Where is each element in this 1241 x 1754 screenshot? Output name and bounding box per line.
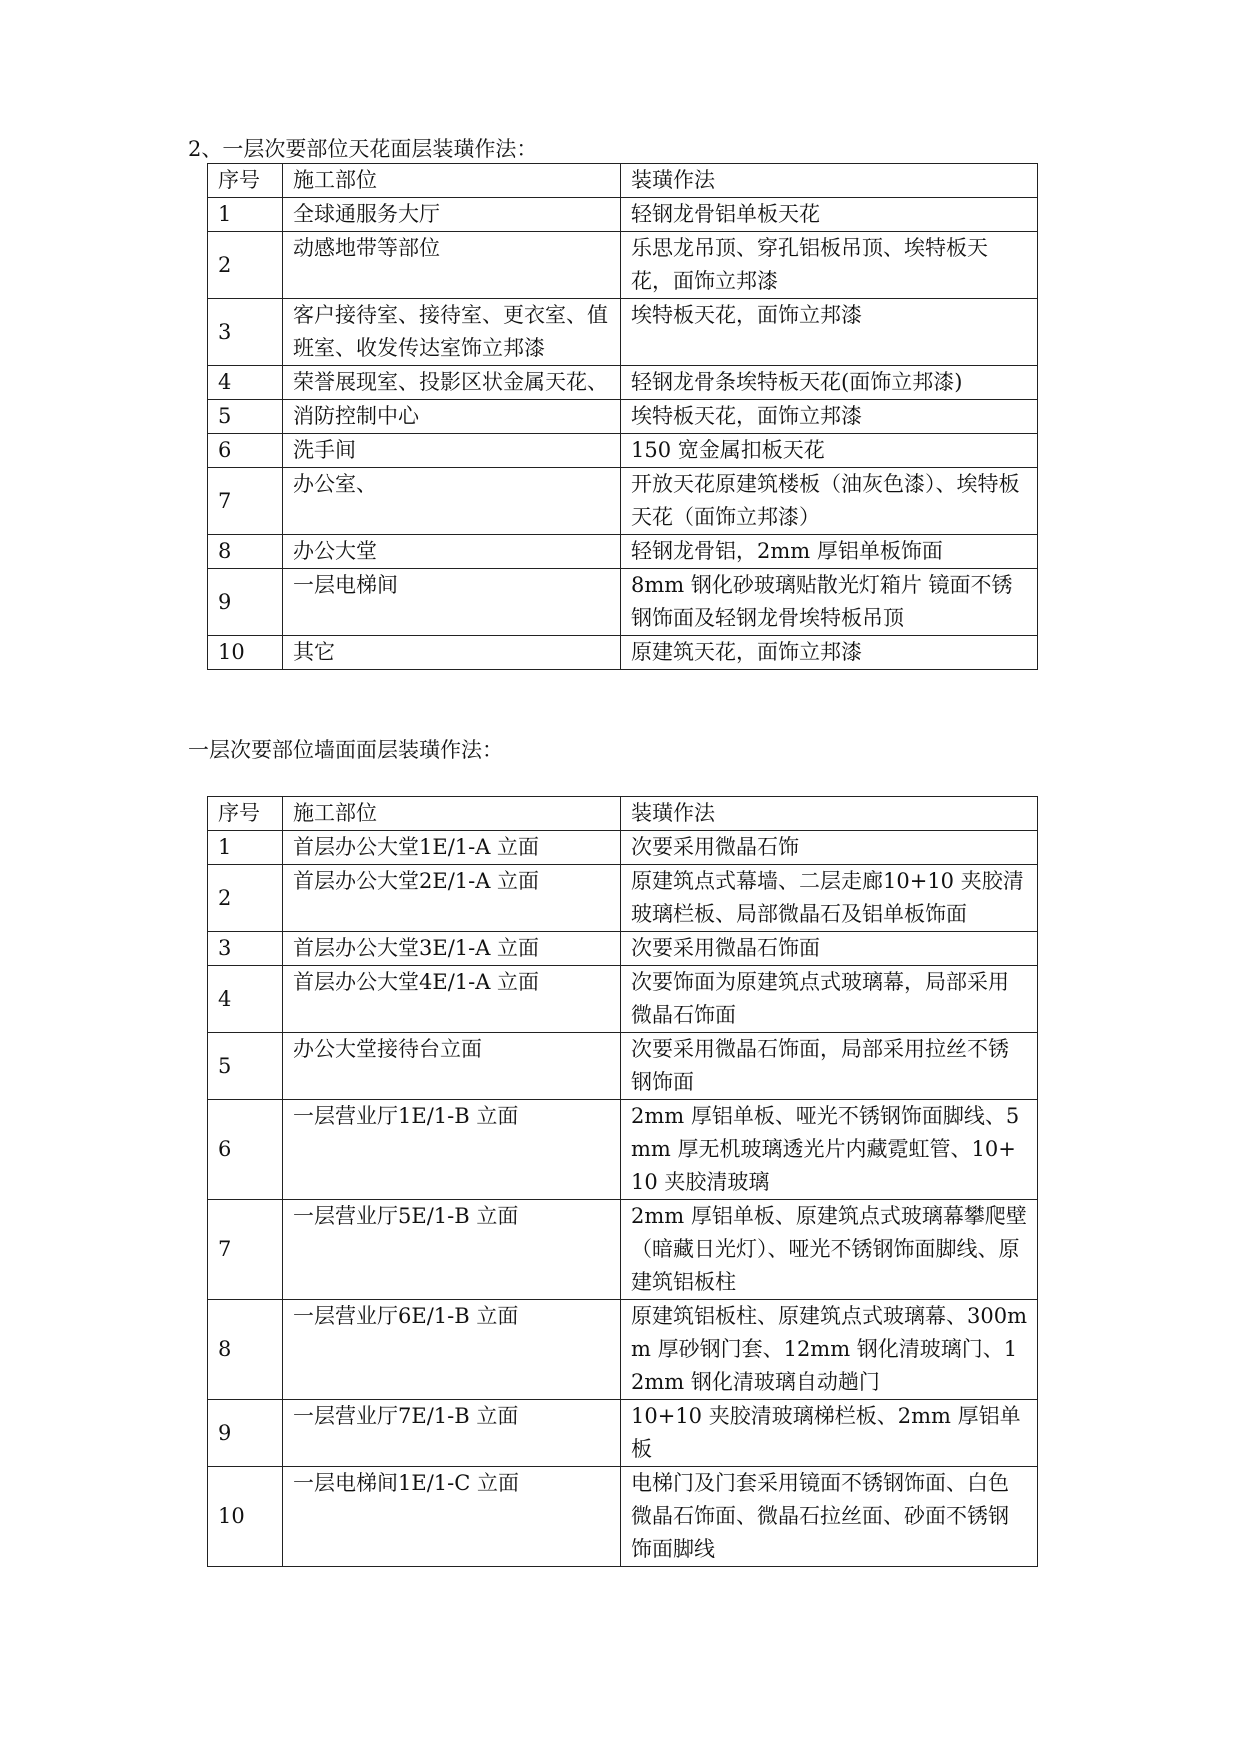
cell-method: 原建筑点式幕墙、二层走廊10+10 夹胶清玻璃栏板、局部微晶石及铝单板饰面 <box>621 865 1038 932</box>
cell-no: 3 <box>208 299 283 366</box>
cell-location: 洗手间 <box>283 434 621 468</box>
cell-location: 荣誉展现室、投影区状金属天花、 <box>283 366 621 400</box>
section-heading-wall: 一层次要部位墙面面层装璜作法： <box>188 738 503 762</box>
table-row <box>208 932 1038 966</box>
cell-method: 原建筑铝板柱、原建筑点式玻璃幕、300mm 厚砂钢门套、12mm 钢化清玻璃门、12mm 钢化清玻璃自动趟门 <box>621 1300 1038 1400</box>
table-row <box>208 1033 1038 1100</box>
cell-location: 一层营业厅5E/1-B 立面 <box>283 1200 621 1300</box>
cell-no: 7 <box>208 1200 283 1300</box>
table-row <box>208 1100 1038 1200</box>
cell-method: 埃特板天花，面饰立邦漆 <box>621 299 1038 366</box>
cell-method: 次要饰面为原建筑点式玻璃幕，局部采用微晶石饰面 <box>621 966 1038 1033</box>
cell-method: 次要采用微晶石饰面 <box>621 932 1038 966</box>
cell-location: 办公大堂接待台立面 <box>283 1033 621 1100</box>
cell-no: 4 <box>208 366 283 400</box>
cell-no: 8 <box>208 535 283 569</box>
cell-location: 全球通服务大厅 <box>283 198 621 232</box>
cell-no: 2 <box>208 865 283 932</box>
cell-method: 轻钢龙骨铝单板天花 <box>621 198 1038 232</box>
cell-no: 2 <box>208 232 283 299</box>
cell-location: 一层营业厅6E/1-B 立面 <box>283 1300 621 1400</box>
cell-location: 首层办公大堂2E/1-A 立面 <box>283 865 621 932</box>
header-location: 施工部位 <box>283 164 621 198</box>
cell-location: 办公大堂 <box>283 535 621 569</box>
cell-no: 9 <box>208 569 283 636</box>
header-no: 序号 <box>208 164 283 198</box>
table-row <box>208 400 1038 434</box>
cell-no: 6 <box>208 1100 283 1200</box>
cell-method: 埃特板天花，面饰立邦漆 <box>621 400 1038 434</box>
table-row <box>208 636 1038 670</box>
table-row <box>208 1400 1038 1467</box>
table-row <box>208 865 1038 932</box>
wall-finish-table <box>207 796 1038 1567</box>
table-row <box>208 1300 1038 1400</box>
cell-method: 8mm 钢化砂玻璃贴散光灯箱片 镜面不锈钢饰面及轻钢龙骨埃特板吊顶 <box>621 569 1038 636</box>
cell-method: 原建筑天花，面饰立邦漆 <box>621 636 1038 670</box>
cell-method: 轻钢龙骨铝，2mm 厚铝单板饰面 <box>621 535 1038 569</box>
header-method: 装璜作法 <box>621 797 1038 831</box>
cell-method: 2mm 厚铝单板、哑光不锈钢饰面脚线、5mm 厚无机玻璃透光片内藏霓虹管、10+10 夹胶清玻璃 <box>621 1100 1038 1200</box>
table-header-row <box>208 164 1038 198</box>
cell-no: 5 <box>208 1033 283 1100</box>
cell-no: 6 <box>208 434 283 468</box>
table-row <box>208 1467 1038 1567</box>
header-no: 序号 <box>208 797 283 831</box>
header-location: 施工部位 <box>283 797 621 831</box>
cell-no: 7 <box>208 468 283 535</box>
table-row <box>208 966 1038 1033</box>
cell-no: 8 <box>208 1300 283 1400</box>
table-row <box>208 434 1038 468</box>
table-row <box>208 366 1038 400</box>
table-header-row <box>208 797 1038 831</box>
cell-method: 2mm 厚铝单板、原建筑点式玻璃幕攀爬壁（暗藏日光灯）、哑光不锈钢饰面脚线、原建筑铝板柱 <box>621 1200 1038 1300</box>
cell-location: 首层办公大堂3E/1-A 立面 <box>283 932 621 966</box>
cell-no: 9 <box>208 1400 283 1467</box>
table-row <box>208 299 1038 366</box>
section-heading-ceiling: 2、一层次要部位天花面层装璜作法： <box>188 137 538 161</box>
cell-method: 轻钢龙骨条埃特板天花(面饰立邦漆) <box>621 366 1038 400</box>
cell-location: 一层电梯间 <box>283 569 621 636</box>
cell-method: 10+10 夹胶清玻璃梯栏板、2mm 厚铝单板 <box>621 1400 1038 1467</box>
table-row <box>208 468 1038 535</box>
cell-no: 3 <box>208 932 283 966</box>
cell-no: 4 <box>208 966 283 1033</box>
cell-method: 开放天花原建筑楼板（油灰色漆）、埃特板天花（面饰立邦漆） <box>621 468 1038 535</box>
cell-location: 其它 <box>283 636 621 670</box>
header-method: 装璜作法 <box>621 164 1038 198</box>
cell-method: 乐思龙吊顶、穿孔铝板吊顶、埃特板天花，面饰立邦漆 <box>621 232 1038 299</box>
cell-no: 10 <box>208 1467 283 1567</box>
cell-location: 动感地带等部位 <box>283 232 621 299</box>
cell-no: 1 <box>208 831 283 865</box>
table-row <box>208 232 1038 299</box>
cell-location: 一层电梯间1E/1-C 立面 <box>283 1467 621 1567</box>
cell-method: 150 宽金属扣板天花 <box>621 434 1038 468</box>
cell-no: 5 <box>208 400 283 434</box>
table-row <box>208 831 1038 865</box>
cell-no: 10 <box>208 636 283 670</box>
cell-method: 次要采用微晶石饰面，局部采用拉丝不锈钢饰面 <box>621 1033 1038 1100</box>
table-row <box>208 535 1038 569</box>
table-row <box>208 198 1038 232</box>
cell-location: 一层营业厅7E/1-B 立面 <box>283 1400 621 1467</box>
cell-location: 首层办公大堂1E/1-A 立面 <box>283 831 621 865</box>
ceiling-finish-table <box>207 163 1038 670</box>
cell-location: 办公室、 <box>283 468 621 535</box>
table-row <box>208 1200 1038 1300</box>
cell-location: 消防控制中心 <box>283 400 621 434</box>
cell-location: 客户接待室、接待室、更衣室、值班室、收发传达室饰立邦漆 <box>283 299 621 366</box>
cell-location: 一层营业厅1E/1-B 立面 <box>283 1100 621 1200</box>
cell-method: 次要采用微晶石饰 <box>621 831 1038 865</box>
cell-method: 电梯门及门套采用镜面不锈钢饰面、白色微晶石饰面、微晶石拉丝面、砂面不锈钢饰面脚线 <box>621 1467 1038 1567</box>
cell-no: 1 <box>208 198 283 232</box>
cell-location: 首层办公大堂4E/1-A 立面 <box>283 966 621 1033</box>
table-row <box>208 569 1038 636</box>
